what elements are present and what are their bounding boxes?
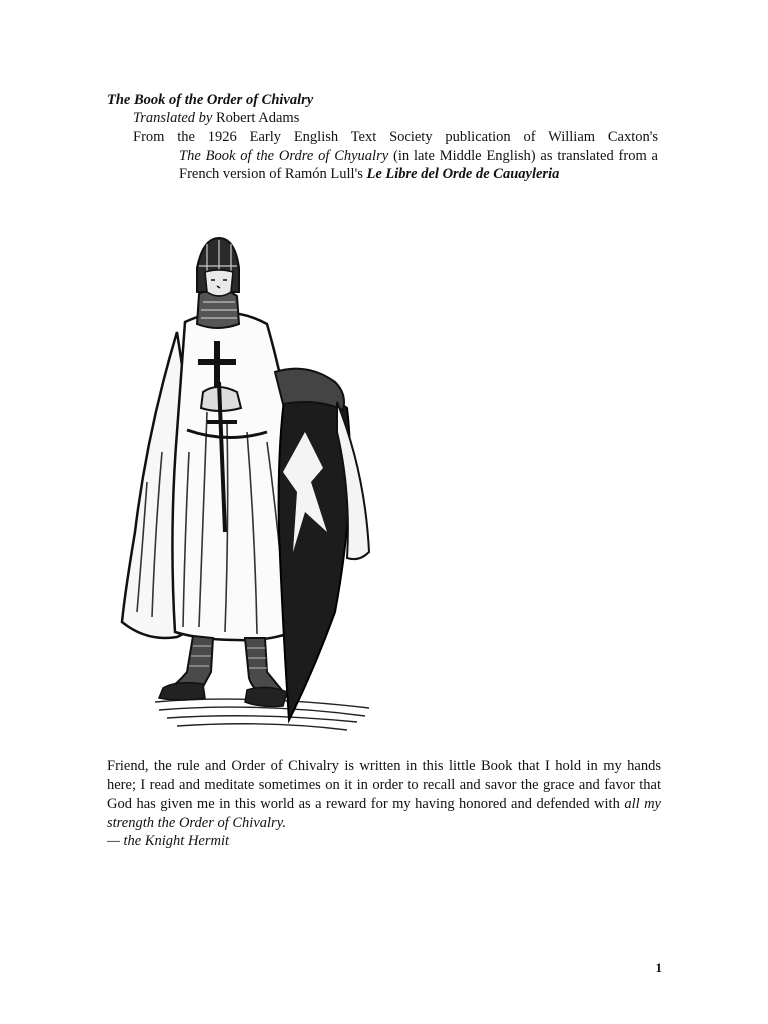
- source-note: [133, 128, 658, 184]
- document-title: The Book of the Order of Chivalry: [107, 92, 314, 108]
- source-line-1: From the 1926 Early English Text Society publication of William Caxton's: [133, 129, 658, 145]
- source-middle-text: (in late Middle English) as translated from a French version of Ramón Lull's: [179, 147, 658, 182]
- translated-by-label: Translated by: [133, 110, 213, 126]
- translator-line: [133, 110, 299, 127]
- french-book-title: Le Libre del Orde de Cauayleria: [366, 166, 560, 182]
- knight-illustration-icon: [107, 232, 377, 740]
- source-continuation: [179, 147, 658, 184]
- page-number: 1: [655, 960, 662, 975]
- quote-text: Friend, the rule and Order of Chivalry is written in this little Book that I hold in my hands here; I read and meditate sometimes on it in order to recall and savor the grace and favor that God has given me in this world as a reward for my having honored and defended with: [107, 758, 661, 812]
- translator-name: Robert Adams: [212, 110, 300, 126]
- knight-hermit-quote: [107, 757, 661, 833]
- caxton-book-title: The Book of the Ordre of Chyualry: [179, 147, 389, 164]
- quote-attribution: — the Knight Hermit: [107, 833, 230, 849]
- quote-text-italic: all my strength the Order of Chivalry.: [107, 796, 661, 831]
